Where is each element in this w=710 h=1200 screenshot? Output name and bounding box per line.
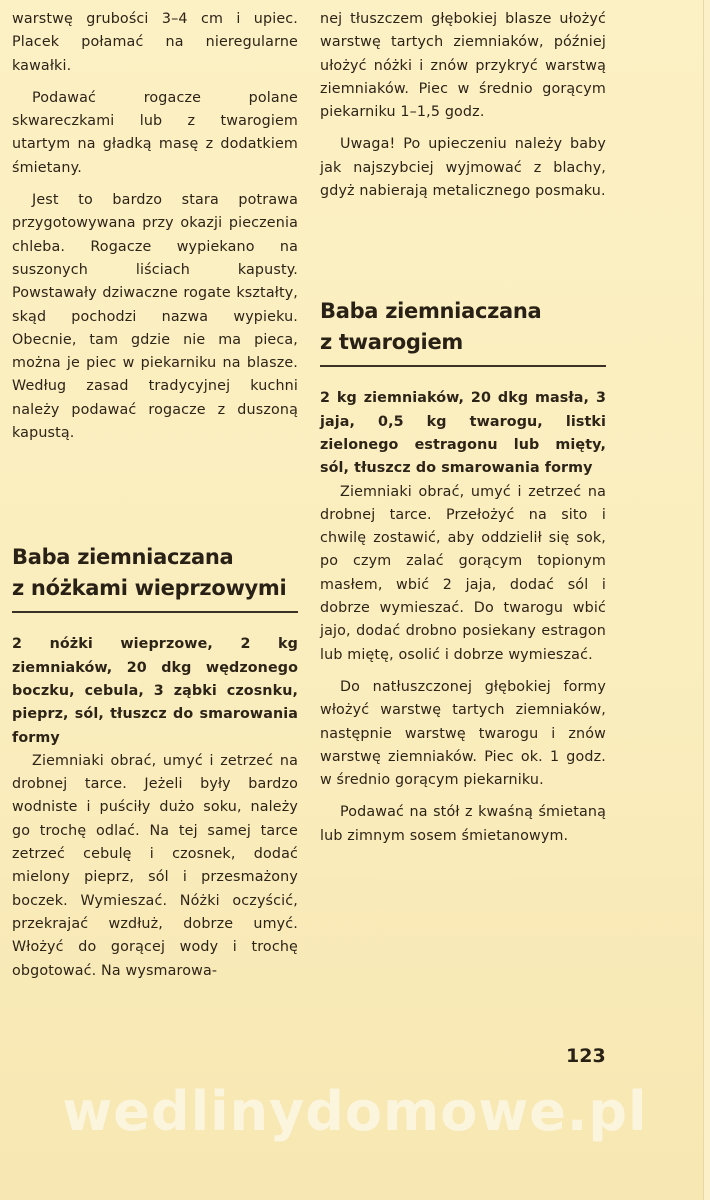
recipe-title-line-1: Baba ziemniaczana	[320, 299, 542, 324]
title-divider	[12, 611, 298, 613]
recipe-title-line-2: z twarogiem	[320, 330, 463, 355]
intro-paragraph-2: Podawać rogacze polane skwareczkami lub z twarogiem utartym na gładką masę z dodatkiem śmietany.	[12, 89, 298, 176]
note-paragraph: Uwaga! Po upieczeniu należy baby jak najszybciej wyjmować z blachy, gdyż nabierają metalicznego posmaku.	[320, 136, 606, 200]
page-edge	[703, 0, 710, 1200]
recipe-title-line-1: Baba ziemniaczana	[12, 545, 234, 570]
ingredients-list: 2 kg ziemniaków, 20 dkg masła, 3 jaja, 0,5 kg twarogu, listki zielonego estragonu lub mięty, sól, tłuszcz do smarowania formy	[320, 390, 606, 477]
watermark: wedlinydomowe.pl	[62, 1080, 648, 1143]
recipe-title-line-2: z nóżkami wieprzowymi	[12, 576, 287, 601]
section-gap	[12, 454, 298, 542]
method-paragraph-2: Do natłuszczonej głębokiej formy włożyć warstwę tartych ziemniaków, następnie warstwę twarogu i znów warstwę ziemniaków. Piec ok. 1 godz. w średnio gorącym piekarniku.	[320, 678, 606, 789]
recipe-title-pork-trotters	[12, 542, 298, 604]
right-column	[320, 8, 606, 857]
title-divider	[320, 365, 606, 367]
recipe-title-cottage-cheese	[320, 296, 606, 358]
intro-paragraph-1: warstwę grubości 3–4 cm i upiec. Placek połamać na nieregularne kawałki.	[12, 11, 298, 74]
method-paragraph-1: Ziemniaki obrać, umyć i zetrzeć na drobnej tarce. Przełożyć na sito i chwilę zostawić, aby oddzielił się sok, po czym zalać gorącym topionym masłem, wbić 2 jaja, dodać sól i dobrze wymieszać. Do twarogu wbić jajo, dodać drobno posiekany estragon lub miętę, osolić i dobrze wymieszać.	[320, 483, 606, 663]
method-paragraph-3: Podawać na stół z kwaśną śmietaną lub zimnym sosem śmietanowym.	[320, 804, 606, 844]
continued-paragraph: nej tłuszczem głębokiej blasze ułożyć warstwę tartych ziemniaków, później ułożyć nóżki i znów przykryć warstwą ziemniaków. Piec w średnio gorącym piekarniku 1–1,5 godz.	[320, 11, 606, 121]
ingredients-list: 2 nóżki wieprzowe, 2 kg ziemniaków, 20 dkg wędzonego boczku, cebula, 3 ząbki czosnku, pieprz, sól, tłuszcz do smarowania formy	[12, 636, 298, 746]
page-number: 123	[566, 1045, 606, 1067]
section-gap	[320, 212, 606, 296]
recipe-method: Ziemniaki obrać, umyć i zetrzeć na drobnej tarce. Jeżeli były bardzo wodniste i puściły dużo soku, należy go trochę odlać. Na tej samej tarce zetrzeć cebulę i czosnek, dodać mielony pieprz, sól i przesmażony boczek. Wymieszać. Nóżki oczyścić, przekrajać wzdłuż, dobrze umyć. Włożyć do gorącej wody i trochę obgotować. Na wysmarowa-	[12, 752, 298, 979]
intro-paragraph-3: Jest to bardzo stara potrawa przygotowywana przy okazji pieczenia chleba. Rogacze wypiekano na suszonych liściach kapusty. Powstawały dziwaczne rogate kształty, skąd pochodzi nazwa wypieku. Obecnie, tam gdzie nie ma pieca, można je piec w piekarniku na blasze. Według zasad tradycyjnej kuchni należy podawać rogacze z duszoną kapustą.	[12, 192, 298, 442]
left-column	[12, 8, 298, 992]
